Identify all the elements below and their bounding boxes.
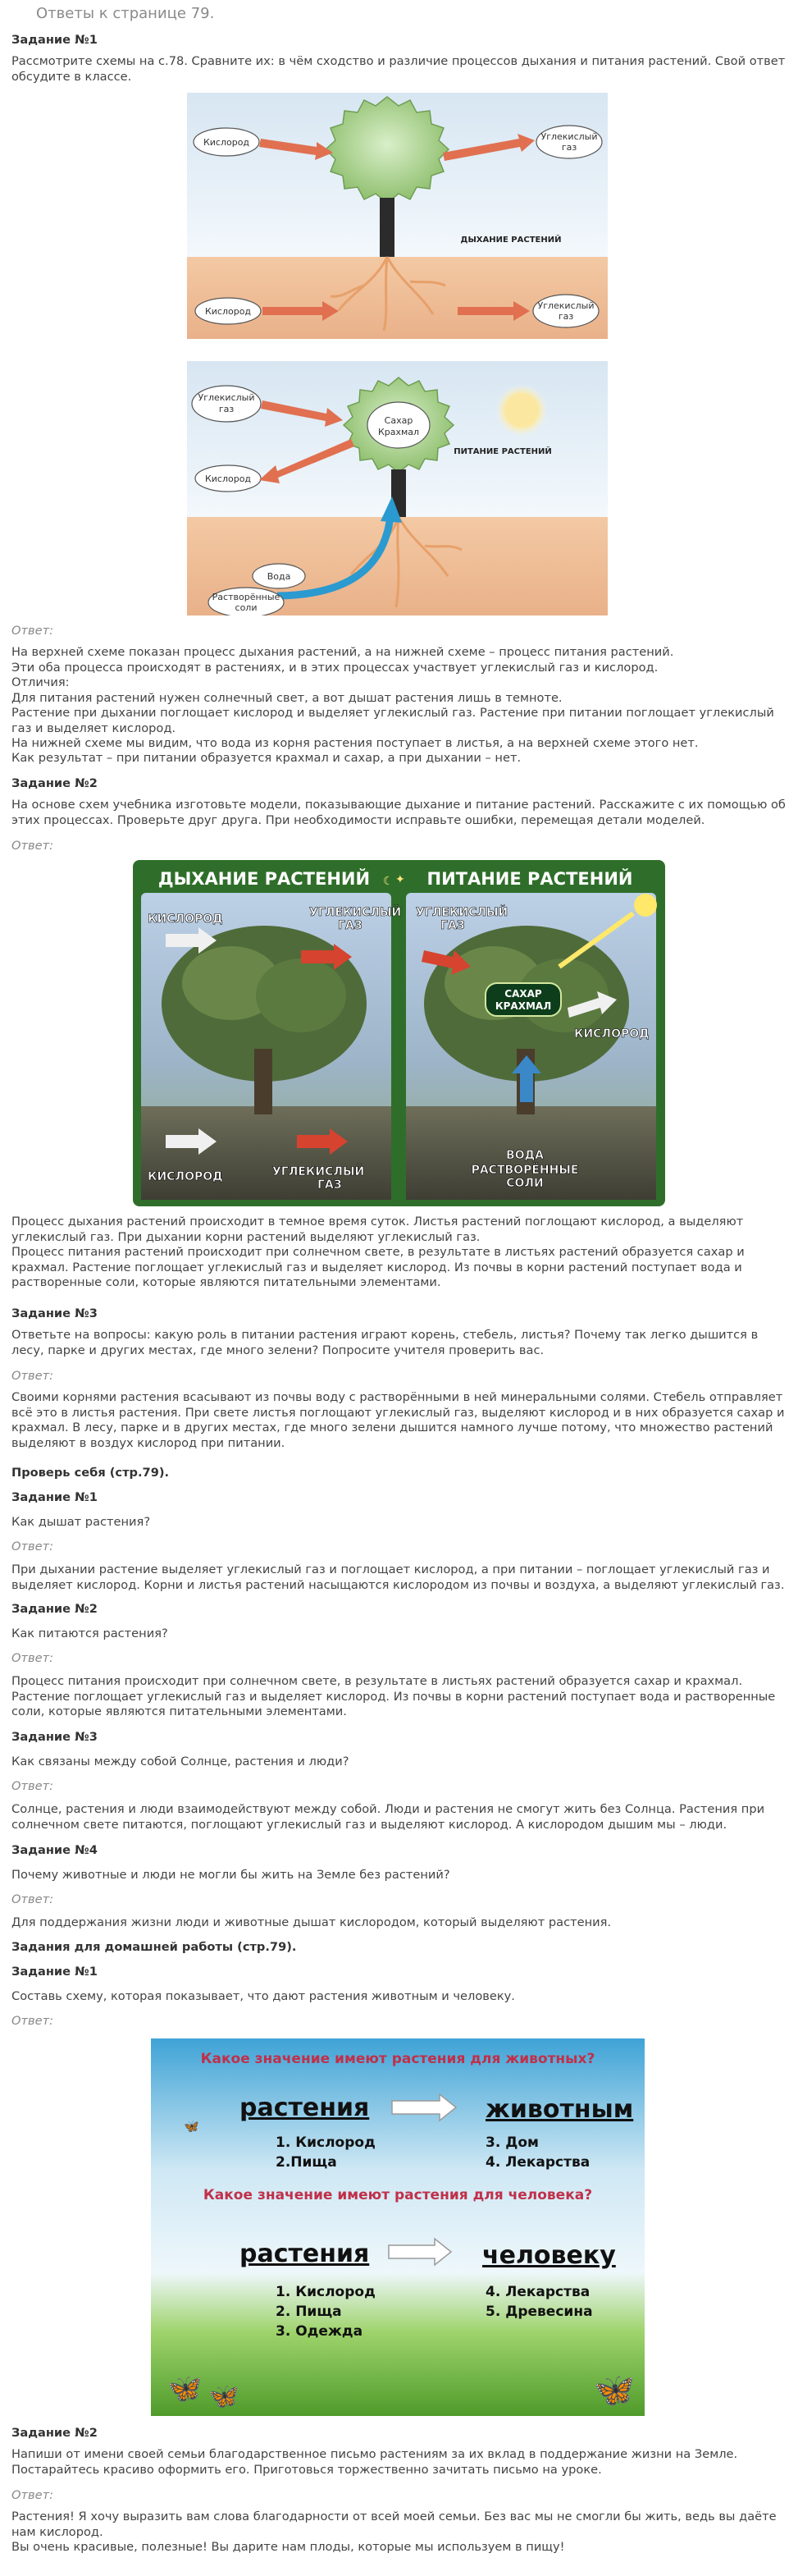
check-item-title: Задание №4	[11, 1843, 98, 1857]
check-item-answer-label: Ответ:	[11, 1779, 53, 1793]
homework-task1-title: Задание №1	[11, 1965, 98, 1979]
check-item-answer-label: Ответ:	[11, 1651, 53, 1665]
task1-answer-line: Для питания растений нужен солнечный свет, а вот дышат растения лишь в темноте.	[11, 691, 563, 705]
svg-text:ГАЗ: ГАЗ	[338, 919, 363, 932]
svg-text:3. Дом: 3. Дом	[486, 2134, 539, 2151]
tree-trunk	[380, 198, 394, 257]
task1-question: Рассмотрите схемы на с.78. Сравните их: в чём сходство и различие процессов дыхания и питания растений. Свой ответ обсудите в классе.	[11, 54, 786, 84]
butterfly-icon: 🦋	[167, 2372, 203, 2405]
homework-task2-answer: Растения! Я хочу выразить вам слова благодарности от всей моей семьи. Без вас мы не смогли бы жить, ведь вы даёте нам кислород. Вы очень красивые, полезные! Вы дарите нам плоды, которые мы используем в пищу!	[11, 2510, 777, 2554]
svg-text:ГАЗ: ГАЗ	[440, 919, 465, 932]
plants-label: растения	[239, 2240, 370, 2268]
poster-left-panel	[141, 893, 401, 1200]
task2-title: Задание №2	[11, 776, 98, 790]
task1-answer-line: Эти оба процесса происходят в растениях, и в этих процессах участвует углекислый газ и кислород.	[11, 661, 659, 675]
svg-text:5. Древесина: 5. Древесина	[486, 2304, 593, 2320]
svg-text:УГЛЕКИСЛЫЙ: УГЛЕКИСЛЫЙ	[416, 906, 508, 919]
task3-answer: Своими корнями растения всасывают из почвы воду с растворёнными в ней минеральными солями. Стебель отправляет всё это в листья растения. При свете листья поглощают углекислый газ, выделяют кислород и в них образуется сахар и крахмал. В лесу, парке и в других местах, где много зелени дышится намного лучше потому, что множество растений выделяют в воздух кислород при питании.	[11, 1390, 785, 1450]
homework-title: Задания для домашней работы (стр.79).	[11, 1940, 297, 1954]
svg-text:Кислород: Кислород	[204, 306, 252, 317]
animals-label: животным	[486, 2095, 634, 2124]
task1-answer-line: Отличия:	[11, 675, 70, 689]
respiration-nutrition-poster	[133, 860, 665, 1206]
svg-text:1. Кислород: 1. Кислород	[276, 2284, 376, 2300]
svg-text:УГЛЕКИСЛЫЙ: УГЛЕКИСЛЫЙ	[309, 906, 402, 919]
check-item-title: Задание №2	[11, 1602, 98, 1616]
homework-task2-title: Задание №2	[11, 2426, 98, 2440]
svg-text:Крахмал: Крахмал	[377, 427, 420, 437]
poster-left-title: ДЫХАНИЕ РАСТЕНИЙ	[157, 869, 371, 889]
sun-icon	[634, 894, 657, 917]
poster-right-panel	[406, 893, 657, 1200]
check-item-question: Как питаются растения?	[11, 1627, 168, 1640]
check-item-title: Задание №1	[11, 1490, 98, 1504]
oxygen-label: Кислород	[203, 137, 250, 148]
svg-text:2. Пища: 2. Пища	[276, 2304, 342, 2320]
tree-crown	[326, 97, 449, 203]
check-item-answer-label: Ответ:	[11, 1540, 53, 1553]
svg-text:Вода: Вода	[267, 571, 291, 582]
svg-text:газ: газ	[561, 142, 577, 153]
check-item-title: Задание №3	[11, 1730, 98, 1744]
homework-task1-answer-label: Ответ:	[11, 2014, 53, 2028]
task2-question: На основе схем учебника изготовьте модели, показывающие дыхание и питание растений. Расскажите с их помощью об этих процессах. Проверьте друг друга. При необходимости исправьте ошибки, перемещая детали моделей.	[11, 798, 786, 827]
svg-text:СОЛИ: СОЛИ	[506, 1177, 544, 1190]
task2-answer-label: Ответ:	[11, 839, 53, 853]
butterfly-icon: 🦋	[208, 2382, 239, 2411]
svg-text:КРАХМАЛ: КРАХМАЛ	[495, 1000, 552, 1012]
svg-text:САХАР: САХАР	[504, 988, 542, 1000]
task1-answer-line: На верхней схеме показан процесс дыхания растений, а на нижней схеме – процесс питания растений.	[11, 645, 674, 659]
moon-icon: ☾	[383, 875, 394, 888]
svg-text:Кислород: Кислород	[204, 474, 252, 484]
svg-text:2.Пища: 2.Пища	[276, 2154, 337, 2171]
check-item-answer: Солнце, растения и люди взаимодействуют между собой. Люди и растения не смогут жить без Солнца. Растения при солнечном свете питаются, поглощают углекислый газ и выделяют кислород. А кислородом дышим мы – люди.	[11, 1802, 765, 1832]
svg-text:Сахар: Сахар	[384, 415, 413, 426]
svg-text:КИСЛОРОД: КИСЛОРОД	[574, 1027, 650, 1041]
task1-answer-line: Растение при дыхании поглощает кислород и выделяет углекислый газ. Растение при питании поглощает углекислый газ и выделяет кислород.	[11, 706, 774, 735]
task1-answer-label: Ответ:	[11, 624, 53, 638]
svg-text:4. Лекарства: 4. Лекарства	[486, 2284, 591, 2300]
plants-value-poster	[151, 2038, 645, 2416]
svg-text:Растворённые: Растворённые	[212, 592, 280, 602]
check-item-answer-label: Ответ:	[11, 1892, 53, 1906]
humans-label: человеку	[482, 2241, 616, 2270]
homework-task1-question: Составь схему, которая показывает, что дают растения животным и человеку.	[11, 1989, 515, 2003]
check-title: Проверь себя (стр.79).	[11, 1466, 170, 1480]
svg-text:1. Кислород: 1. Кислород	[276, 2134, 376, 2151]
check-item-question: Почему животные и люди не могли бы жить на Земле без растений?	[11, 1868, 450, 1882]
check-item-answer: Процесс питания происходит при солнечном свете, в результате в листьях растений образуется сахар и крахмал. Растение поглощает углекислый газ и выделяет кислород. Из почвы в корни растений поступает вода и растворенные соли, которые являются питательными элементами.	[11, 1674, 776, 1718]
nutrition-caption: ПИТАНИЕ РАСТЕНИЙ	[454, 447, 552, 456]
check-item-question: Как связаны между собой Солнце, растения и люди?	[11, 1755, 349, 1768]
check-item-answer: При дыхании растение выделяет углекислый газ и поглощает кислород, а при питании – поглощает углекислый газ и выделяет кислород. Корни и листья растений насыщаются кислородом из почвы и воздуха, а выделяют углекислый газ.	[11, 1563, 785, 1592]
plants-label: растения	[239, 2093, 370, 2122]
homework-task2-question: Напиши от имени своей семьи благодарственное письмо растениям за их вклад в поддержание жизни на Земле. Постарайтесь красиво оформить его. Приготовься торжественно зачитать письмо на уроке.	[11, 2447, 738, 2477]
task1-answer-line: Как результат – при питании образуется крахмал и сахар, а при дыхании – нет.	[11, 751, 522, 765]
svg-text:ГАЗ: ГАЗ	[317, 1178, 342, 1192]
svg-text:КИСЛОРОД: КИСЛОРОД	[148, 913, 223, 926]
butterfly-icon: 🦋	[594, 2372, 635, 2409]
svg-text:соли: соли	[235, 602, 258, 613]
poster-right-title: ПИТАНИЕ РАСТЕНИЙ	[426, 869, 633, 889]
sparkle-icon: ✦	[395, 873, 405, 886]
tree-trunk	[254, 1049, 272, 1114]
svg-text:КИСЛОРОД: КИСЛОРОД	[148, 1170, 223, 1183]
task3-question: Ответьте на вопросы: какую роль в питании растения играют корень, стебель, листья? Почему так легко дышится в лесу, парке и других местах, где много зелени? Попросите учителя проверить вас.	[11, 1328, 759, 1357]
check-item-answer: Для поддержания жизни люди и животные дышат кислородом, который выделяют растения.	[11, 1915, 612, 1929]
svg-text:газ: газ	[218, 404, 235, 414]
page-header: Ответы к странице 79.	[36, 5, 215, 22]
poster-question-animals: Какое значение имеют растения для животных?	[200, 2051, 595, 2067]
homework-task2-answer-label: Ответ:	[11, 2488, 53, 2502]
nutrition-scheme	[187, 361, 608, 615]
task3-answer-label: Ответ:	[11, 1369, 53, 1383]
task1-title: Задание №1	[11, 33, 98, 47]
task2-answer: Процесс дыхания растений происходит в темное время суток. Листья растений поглощают кислород, а выделяют углекислый газ. При дыхании корни растений выделяют углекислый газ. Процесс питания растений происходит при солнечном свете, в результате в листьях растений образуется сахар и крахмал. Растение поглощает углекислый газ и выделяет кислород. Из почвы в корни растений поступает вода и растворенные соли, которые являются питательными элементами.	[11, 1215, 745, 1289]
svg-text:УГЛЕКИСЛЫЙ: УГЛЕКИСЛЫЙ	[272, 1165, 365, 1178]
svg-text:РАСТВОРЁННЫЕ: РАСТВОРЁННЫЕ	[471, 1164, 579, 1177]
task3-title: Задание №3	[11, 1306, 98, 1320]
respiration-caption: ДЫХАНИЕ РАСТЕНИЙ	[460, 236, 562, 245]
svg-text:ВОДА: ВОДА	[506, 1149, 544, 1162]
poster-question-humans: Какое значение имеют растения для человека?	[203, 2187, 593, 2203]
task1-answer-line: На нижней схеме мы видим, что вода из корня растения поступает в листья, а на верхней схеме этого нет.	[11, 736, 699, 750]
svg-text:Углекислый: Углекислый	[537, 300, 595, 311]
check-item-question: Как дышат растения?	[11, 1515, 151, 1529]
svg-text:газ: газ	[558, 311, 574, 322]
svg-text:Углекислый: Углекислый	[198, 392, 255, 403]
svg-text:4. Лекарства: 4. Лекарства	[486, 2154, 591, 2171]
svg-text:Углекислый: Углекислый	[540, 131, 598, 142]
respiration-scheme	[187, 93, 608, 339]
svg-text:3. Одежда: 3. Одежда	[276, 2323, 363, 2340]
butterfly-icon: 🦋	[184, 2119, 199, 2134]
